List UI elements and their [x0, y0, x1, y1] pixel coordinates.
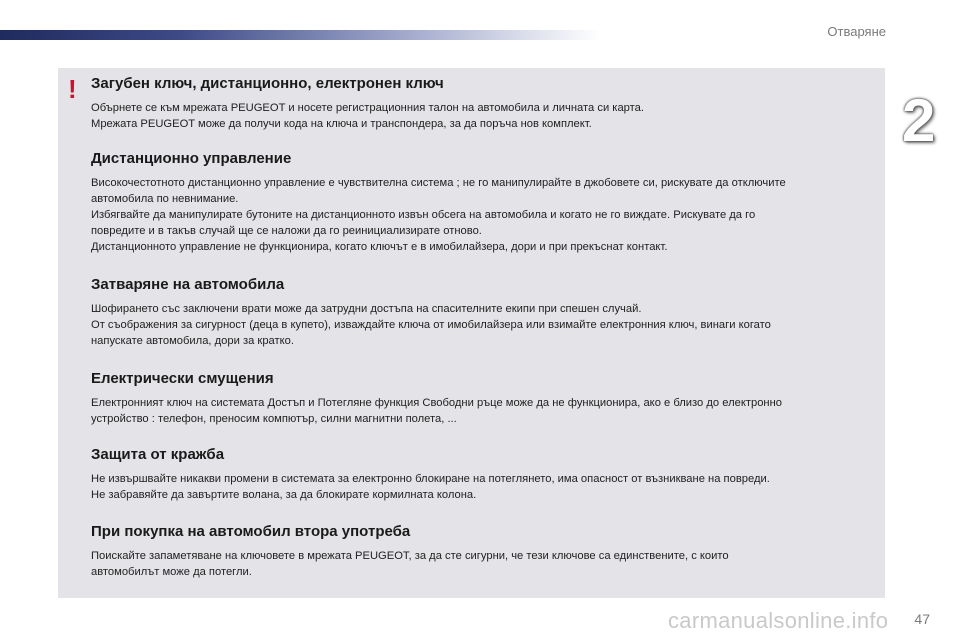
section-lost-key	[91, 75, 881, 132]
section-body	[91, 395, 881, 427]
watermark: carmanualsonline.info	[668, 608, 889, 633]
section-title: Затваряне на автомобила	[91, 276, 285, 293]
section-title: Защита от кражба	[91, 446, 225, 463]
body-line: Електронният ключ на системата Достъп и Потегляне функция Свободни ръце може да не функционира, ако е близо до електронно	[91, 397, 782, 409]
body-line: повредите и в такъв случай ще се наложи да го реинициализирате отново.	[91, 225, 482, 237]
section-title: Дистанционно управление	[91, 150, 292, 167]
body-line: автомобилът може да потегли.	[91, 566, 252, 578]
body-line: Мрежата PEUGEOT може да получи кода на ключа и транспондера, за да поръча нов комплект.	[91, 118, 592, 130]
body-line: Не извършвайте никакви промени в системата за електронно блокиране на потеглянето, има опасност от възникване на повреди.	[91, 473, 770, 485]
section-body	[91, 175, 881, 255]
body-line: автомобила по невнимание.	[91, 193, 239, 205]
section-body	[91, 100, 881, 132]
section-title: При покупка на автомобил втора употреба	[91, 523, 411, 540]
body-line: Шофирането със заключени врати може да затрудни достъпа на спасителните екипи при спешен случай.	[91, 303, 642, 315]
body-line: устройство : телефон, преносим компютър, силни магнитни полета, ...	[91, 413, 457, 425]
body-line: напускате автомобила, дори за кратко.	[91, 335, 294, 347]
body-line: Високочестотното дистанционно управление е чувствителна система ; не го манипулирайте в джобовете си, рискувате да отключите	[91, 177, 786, 189]
section-title: Загубен ключ, дистанционно, електронен ключ	[91, 75, 444, 92]
section-title: Електрически смущения	[91, 370, 274, 387]
section-used-car	[91, 523, 881, 580]
body-line: Избягвайте да манипулирате бутоните на дистанционното извън обсега на автомобила и когато не го виждате. Рискувате да го	[91, 209, 756, 221]
warning-icon: !	[68, 74, 77, 104]
section-body	[91, 471, 881, 503]
section-interference	[91, 370, 881, 427]
header-gradient-bar	[0, 30, 600, 40]
page-number: 47	[914, 611, 930, 627]
section-body	[91, 301, 881, 349]
body-line: Обърнете се към мрежата PEUGEOT и носете регистрационния талон на автомобила и личната си карта.	[91, 102, 644, 114]
chapter-number: 2	[902, 87, 936, 154]
section-locking	[91, 276, 881, 349]
body-line: От съображения за сигурност (деца в купето), изваждайте ключа от имобилайзера или взимайте електронния ключ, винаги когато	[91, 319, 771, 331]
section-label: Отваряне	[827, 24, 886, 39]
body-line: Не забравяйте да завъртите волана, за да блокирате кормилната колона.	[91, 489, 477, 501]
body-line: Поискайте запаметяване на ключовете в мрежата PEUGEOT, за да сте сигурни, че тези ключове са единствените, с които	[91, 550, 729, 562]
body-line: Дистанционното управление не функционира, когато ключът е в имобилайзера, дори и при прекъснат контакт.	[91, 241, 668, 253]
section-body	[91, 548, 881, 580]
section-theft-protection	[91, 446, 881, 503]
section-remote-control	[91, 150, 881, 255]
